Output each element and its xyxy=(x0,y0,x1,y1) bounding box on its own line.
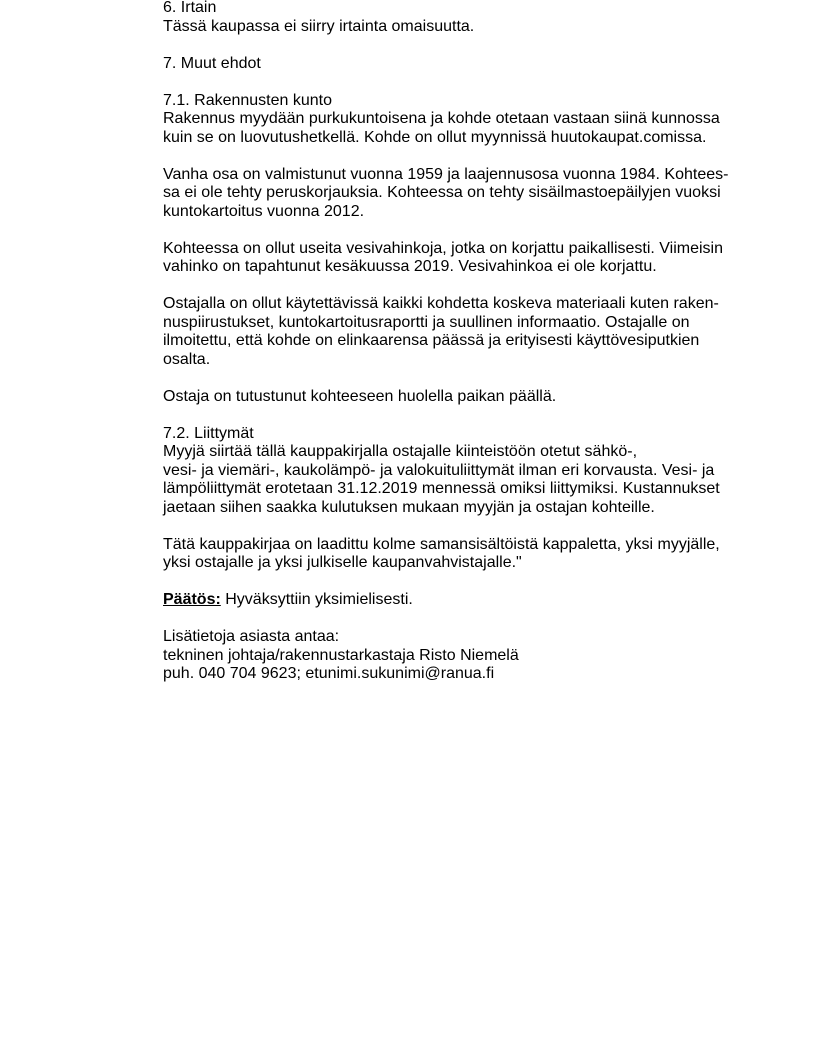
contact-line: tekninen johtaja/rakennustarkastaja Risto Niemelä xyxy=(163,646,519,664)
contact-line: puh. 040 704 9623; etunimi.sukunimi@ranua.fi xyxy=(163,665,495,682)
paragraph-line: sa ei ole tehty peruskorjauksia. Kohteessa on tehty sisäilmastoepäilyjen vuoksi xyxy=(163,184,721,201)
section-heading: 6. Irtain xyxy=(163,0,217,16)
paragraph xyxy=(163,166,728,222)
section-heading: 7.2. Liittymät xyxy=(163,424,254,442)
paragraph-line: vesi- ja viemäri-, kaukolämpö- ja valokuituliittymät ilman eri korvausta. Vesi- ja xyxy=(163,461,715,479)
paragraph-line: Vanha osa on valmistunut vuonna 1959 ja laajennusosa vuonna 1984. Kohtees- xyxy=(163,165,729,183)
paragraph-line: kuin se on luovutushetkellä. Kohde on ollut myynnissä huutokaupat.comissa. xyxy=(163,128,707,146)
section-7-1 xyxy=(163,92,728,148)
paragraph xyxy=(163,388,728,407)
paragraph-line: Ostaja on tutustunut kohteeseen huolella paikan päällä. xyxy=(163,387,557,405)
paragraph-line: yksi ostajalle ja yksi julkiselle kaupanvahvistajalle." xyxy=(163,554,522,571)
paragraph-line: Ostajalla on ollut käytettävissä kaikki kohdetta koskeva materiaali kuten raken- xyxy=(163,295,719,312)
section-heading: 7. Muut ehdot xyxy=(163,54,261,72)
section-6 xyxy=(163,0,728,36)
paragraph-line: Tätä kauppakirjaa on laadittu kolme samansisältöistä kappaletta, yksi myyjälle, xyxy=(163,535,720,553)
paragraph-line: vahinko on tapahtunut kesäkuussa 2019. Vesivahinkoa ei ole korjattu. xyxy=(163,258,657,275)
paragraph-line: jaetaan siihen saakka kulutuksen mukaan myyjän ja ostajan kohteille. xyxy=(163,498,655,516)
section-7 xyxy=(163,55,728,74)
decision xyxy=(163,591,728,610)
decision-text: Hyväksyttiin yksimielisesti. xyxy=(220,591,413,608)
paragraph xyxy=(163,295,728,369)
paragraph-line: Rakennus myydään purkukuntoisena ja kohde otetaan vastaan siinä kunnossa xyxy=(163,110,720,127)
contact-info xyxy=(163,628,728,684)
decision-label: Päätös: xyxy=(163,591,221,608)
paragraph xyxy=(163,536,728,573)
paragraph-line: Myyjä siirtää tällä kauppakirjalla ostajalle kiinteistöön otetut sähkö-, xyxy=(163,443,638,460)
section-7-2 xyxy=(163,425,728,518)
section-heading: 7.1. Rakennusten kunto xyxy=(163,91,333,109)
paragraph xyxy=(163,240,728,277)
contact-line: Lisätietoja asiasta antaa: xyxy=(163,628,340,645)
document-page xyxy=(163,0,728,702)
paragraph-line: kuntokartoitus vuonna 2012. xyxy=(163,202,365,220)
paragraph-line: osalta. xyxy=(163,350,211,368)
paragraph-line: Tässä kaupassa ei siirry irtainta omaisuutta. xyxy=(163,17,475,35)
paragraph-line: Kohteessa on ollut useita vesivahinkoja, jotka on korjattu paikallisesti. Viimeisin xyxy=(163,239,724,257)
paragraph-line: ilmoitettu, että kohde on elinkaarensa päässä ja erityisesti käyttövesiputkien xyxy=(163,332,700,349)
paragraph-line: lämpöliittymät erotetaan 31.12.2019 mennessä omiksi liittymiksi. Kustannukset xyxy=(163,480,720,497)
paragraph-line: nuspiirustukset, kuntokartoitusraportti ja suullinen informaatio. Ostajalle on xyxy=(163,313,690,331)
